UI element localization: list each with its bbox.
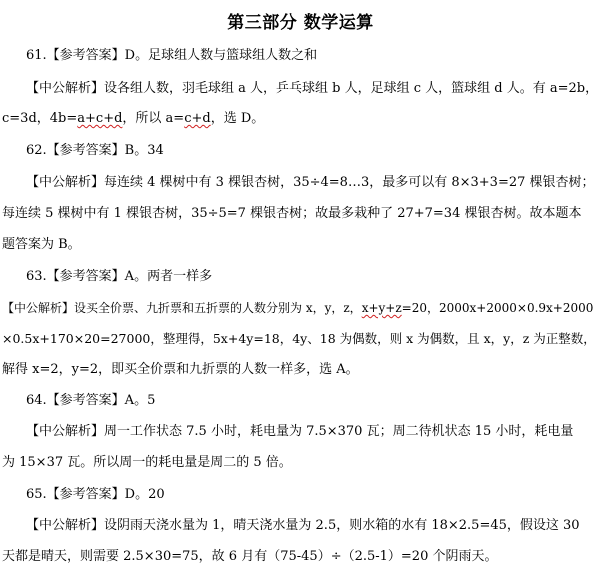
- q64-explanation-line-1: 【中公解析】周一工作状态 7.5 小时，耗电量为 7.5×370 瓦；周二待机状态 15 小时，耗电量: [26, 424, 574, 439]
- q61-explanation-part-b: a+c+d: [77, 111, 123, 126]
- q63-explanation-part-a: 【中公解析】设买全价票、九折票和五折票的人数分别为 x，y，z，: [2, 301, 362, 315]
- q64-explanation-line-2: 为 15×37 瓦。所以周一的耗电量是周二的 5 倍。: [2, 455, 292, 470]
- q62-explanation-line-1: 【中公解析】每连续 4 棵树中有 3 棵银杏树，35÷4=8…3，最多可以有 8×3+3=27 棵银杏树；: [26, 175, 595, 190]
- q63-explanation-line-3: 解得 x=2，y=2，即买全价票和九折票的人数一样多，选 A。: [2, 362, 359, 377]
- q61-explanation-part-c: ，所以 a=: [122, 111, 185, 126]
- q63-explanation-part-c: =20，2000x+2000×0.9x+2000: [401, 301, 594, 315]
- q62-answer-line: 62.【参考答案】B。34: [26, 143, 164, 158]
- section-title: 第三部分 数学运算: [227, 13, 374, 33]
- q61-explanation-part-d: c+d: [184, 111, 211, 126]
- q61-answer-line: 61.【参考答案】D。足球组人数与篮球组人数之和: [26, 48, 318, 63]
- q63-explanation-line-2: ×0.5x+170×20=27000，整理得，5x+4y=18，4y、18 为偶数，则 x 为偶数，且 x，y，z 为正整数，: [2, 331, 596, 346]
- q65-answer-line: 65.【参考答案】D。20: [26, 487, 165, 502]
- q65-explanation-line-1: 【中公解析】设阴雨天浇水量为 1，晴天浇水量为 2.5，则水箱的水有 18×2.5=45，假设这 30: [26, 518, 580, 533]
- q61-explanation-line-1: 【中公解析】设各组人数，羽毛球组 a 人，乒乓球组 b 人，足球组 c 人，篮球组 d 人。有 a=2b，: [26, 81, 599, 96]
- q62-explanation-line-2: 每连续 5 棵树中有 1 棵银杏树，35÷5=7 棵银杏树；故最多栽种了 27+7=34 棵银杏树。故本题本: [2, 206, 582, 221]
- q62-explanation-line-3: 题答案为 B。: [2, 237, 81, 252]
- q63-answer-line: 63.【参考答案】A。两者一样多: [26, 269, 213, 284]
- q61-explanation-line-2: [2, 110, 264, 128]
- q65-explanation-line-2: 天都是晴天，则需要 2.5×30=75，故 6 月有（75-45）÷（2.5-1）=20 个阴雨天。: [2, 549, 498, 564]
- q64-answer-line: 64.【参考答案】A。5: [26, 393, 156, 408]
- q63-explanation-line-1: [2, 299, 593, 317]
- q61-explanation-part-e: ，选 D。: [210, 111, 265, 126]
- q63-explanation-part-b: x+y+z: [361, 301, 402, 315]
- q61-explanation-part-a: c=3d，4b=: [2, 111, 78, 126]
